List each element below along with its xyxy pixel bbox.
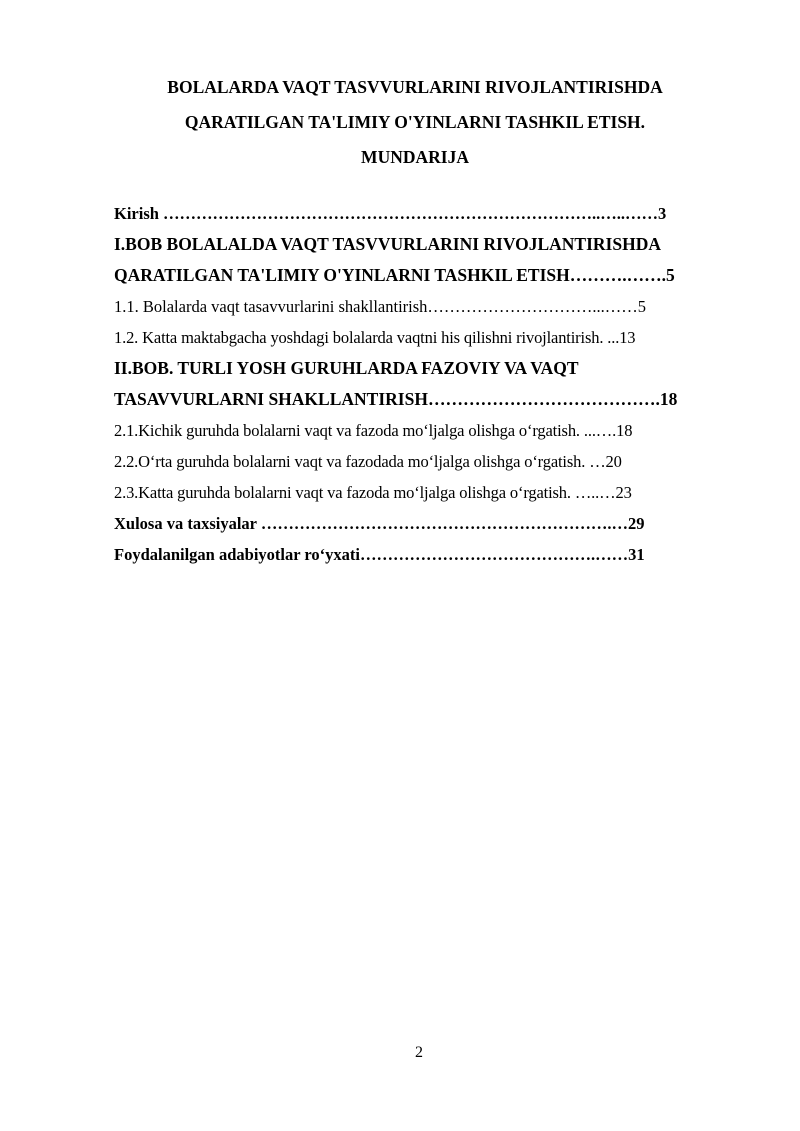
table-of-contents	[114, 198, 724, 570]
document-title	[100, 70, 730, 175]
toc-entry-section-2-3: 2.3.Katta guruhda bolalarni vaqt va fazoda mo‘ljalga olishga o‘rgatish. …..…23	[114, 483, 632, 502]
toc-entry-section-2-1: 2.1.Kichik guruhda bolalarni vaqt va fazoda mo‘ljalga olishga o‘rgatish. ...….18	[114, 421, 633, 440]
toc-entry-introduction: Kirish ……………………………………………………………………..…..……3	[114, 204, 667, 223]
toc-entry-references: Foydalanilgan adabiyotlar ro‘yxati…………………………………….……31	[114, 545, 645, 564]
toc-heading: MUNDARIJA	[361, 147, 469, 167]
toc-entry-chapter-2-line-1: II.BOB. TURLI YOSH GURUHLARDA FAZOVIY VA VAQT	[114, 358, 579, 378]
toc-entry-section-2-2: 2.2.O‘rta guruhda bolalarni vaqt va fazodada mo‘ljalga olishga o‘rgatish. …20	[114, 452, 622, 471]
toc-entry-chapter-2-line-2: TASAVVURLARNI SHAKLLANTIRISH………………………………….18	[114, 389, 678, 409]
title-line-2: QARATILGAN TA'LIMIY O'YINLARNI TASHKIL ETISH.	[184, 112, 646, 132]
toc-entry-chapter-1-line-2: QARATILGAN TA'LIMIY O'YINLARNI TASHKIL ETISH……….…….5	[114, 265, 675, 285]
toc-entry-conclusion: Xulosa va taxsiyalar ……………………………………………………….…29	[114, 514, 645, 533]
toc-entry-section-1-1: 1.1. Bolalarda vaqt tasavvurlarini shakllantirish…………………………...……5	[114, 297, 647, 316]
page-number: 2	[415, 1044, 423, 1061]
toc-entry-chapter-1-line-1: I.BOB BOLALALDA VAQT TASVVURLARINI RIVOJLANTIRISHDA	[114, 234, 661, 254]
toc-entry-section-1-2: 1.2. Katta maktabgacha yoshdagi bolalarda vaqtni his qilishni rivojlantirish. ...13	[114, 328, 636, 347]
title-line-1: BOLALARDA VAQT TASVVURLARINI RIVOJLANTIRISHDA	[167, 77, 663, 97]
